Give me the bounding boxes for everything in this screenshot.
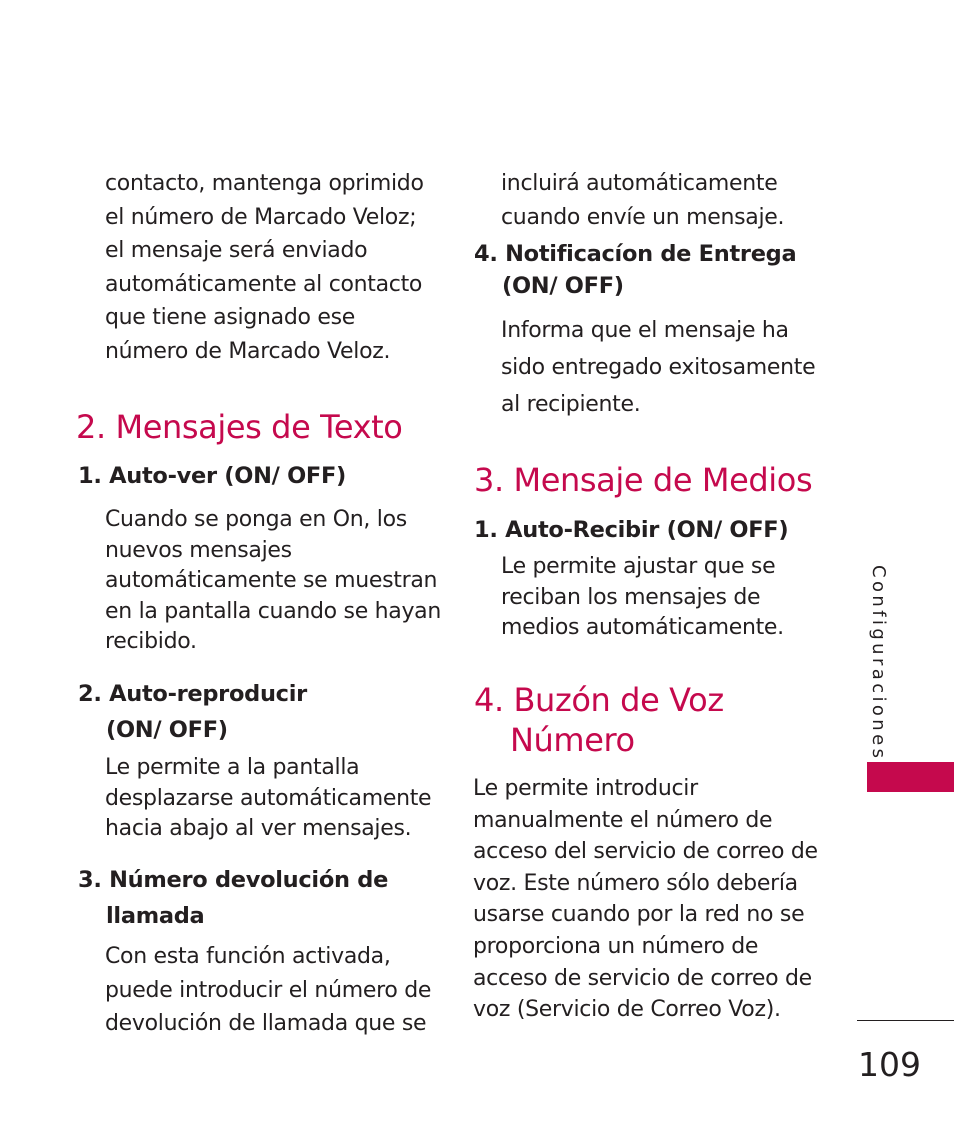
text-line: reciban los mensajes de [501,584,761,610]
subheading-line: (ON/ OFF) [502,273,624,299]
auto-ver-paragraph [105,505,441,658]
auto-recibir-paragraph [501,552,784,644]
text-line: proporciona un número de [473,933,759,959]
auto-reproducir-paragraph [105,753,431,845]
text-line: Le permite a la pantalla [105,755,360,780]
text-line: acceso del servicio de correo de [473,839,818,865]
subheading-numero-devolucion [78,862,388,934]
continued-paragraph [501,167,784,234]
text-line: voz. Este número sólo debería [473,870,798,896]
text-line: Le permite introducir [473,776,698,801]
text-line: Le permite ajustar que se [501,554,776,579]
notificacion-paragraph [501,312,815,423]
text-line: voz (Servicio de Correo Voz). [473,997,781,1023]
buzon-paragraph [473,773,818,1026]
numero-devolucion-paragraph [105,940,431,1041]
text-line: número de Marcado Veloz. [105,338,391,364]
heading-line: 4. Buzón de Voz [474,681,724,719]
text-line: automáticamente al contacto [105,271,423,297]
subheading-line: 4. Notificacíon de Entrega [474,241,797,267]
subheading-line: llamada [106,903,205,929]
text-line: cuando envíe un mensaje. [501,204,785,230]
text-line: manualmente el número de [473,807,773,833]
text-line: nuevos mensajes [105,537,292,563]
subheading-auto-ver: 1. Auto-ver (ON/ OFF) [78,463,347,489]
subheading-line: 3. Número devolución de [78,867,389,893]
text-line: hacia abajo al ver mensajes. [105,816,412,841]
text-line: sido entregado exitosamente [501,355,816,380]
text-line: al recipiente. [501,392,641,417]
text-line: recibido. [105,629,197,654]
text-line: desplazarse automáticamente [105,785,432,811]
text-line: el mensaje será enviado [105,238,368,263]
section-tab-marker [867,762,954,792]
text-line: Cuando se ponga en On, los [105,507,407,532]
intro-paragraph [105,167,424,368]
text-line: que tiene asignado ese [105,305,355,330]
footer-rule [857,1020,954,1021]
subheading-auto-recibir: 1. Auto-Recibir (ON/ OFF) [474,517,789,543]
text-line: devolución de llamada que se [105,1011,427,1036]
text-line: incluirá automáticamente [501,171,778,196]
section-heading-mensajes-de-texto: 2. Mensajes de Texto [76,408,403,446]
text-line: usarse cuando por la red no se [473,902,805,928]
text-line: el número de Marcado Veloz; [105,204,417,230]
subheading-auto-reproducir [78,676,307,748]
page-number: 109 [858,1045,921,1084]
text-line: acceso de servicio de correo de [473,965,812,991]
section-heading-buzon-de-voz [474,680,724,760]
text-line: contacto, mantenga oprimido [105,171,424,196]
subheading-line: (ON/ OFF) [106,717,228,743]
subheading-notificacion-entrega [474,238,796,302]
heading-line: Número [510,721,635,759]
text-line: automáticamente se muestran [105,568,438,593]
text-line: en la pantalla cuando se hayan [105,598,441,624]
subheading-line: 2. Auto-reproducir [78,681,307,707]
sidebar-section-label: Configuraciones [868,565,889,762]
text-line: medios automáticamente. [501,615,784,640]
section-heading-mensaje-de-medios: 3. Mensaje de Medios [474,461,813,499]
text-line: Con esta función activada, [105,944,391,969]
text-line: Informa que el mensaje ha [501,318,789,343]
text-line: puede introducir el número de [105,977,432,1003]
